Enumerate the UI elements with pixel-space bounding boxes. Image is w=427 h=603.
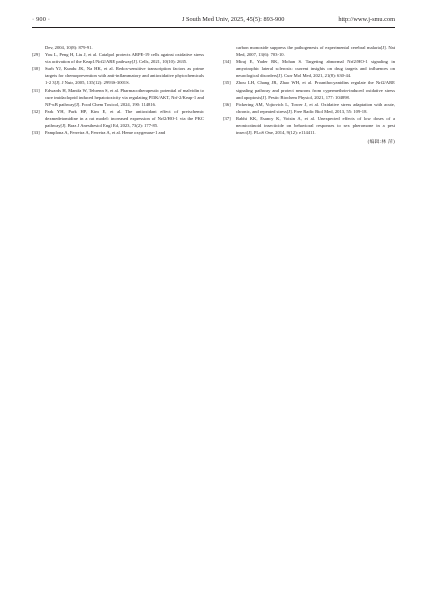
reference-item — [223, 115, 395, 136]
reference-item — [32, 108, 204, 129]
reference-item — [223, 79, 395, 100]
journal-url: http://www.j-smu.com — [338, 16, 395, 23]
reference-item — [32, 44, 204, 51]
reference-item — [32, 51, 204, 65]
reference-text: Pamplona A, Ferreira A, Ferreira A, et al. Heme oxygenase-1 and — [45, 130, 166, 136]
reference-text: Zhou LH, Chang JR, Zhao WH, et al. Proanthocyanidins regulate the Nrf2/ARE signaling pathway and protect neurons from cypermethrin-induced oxidative stress and apoptosis[J]. Pestic Biochem Physiol, 2021, 177: 104898. — [236, 80, 395, 100]
reference-item — [32, 87, 204, 108]
references-right-column — [223, 44, 395, 146]
reference-text: Surh YJ, Kundu JK, Na HK, et al. Redox-sensitive transcription factors as prime targets for chemoprevention with anti-inflammatory and antioxidative phytochemicals 1-2 3[J]. J Nutr, 2005, 135(12): 2993S-3001S. — [45, 66, 204, 86]
journal-citation: J South Med Univ, 2025, 45(5): 893-900 — [182, 16, 285, 23]
reference-text: Pickering AM, Vojtovich L, Tower J, et al. Oxidative stress adaptation with acute, chronic, and repeated stress[J]. Free Radic Biol Med, 2013, 55: 109-18. — [236, 101, 395, 114]
reference-number: [30] — [32, 66, 40, 72]
reference-item — [32, 129, 204, 136]
reference-number: [36] — [223, 101, 231, 107]
editor-note: (编辑:林 萍) — [367, 140, 395, 146]
reference-text: Edwards H, Mantfa W, Tehrenn S, et al. Pharmacotherapeutic potential of malvidin to cure imidacloprid induced hepatotoxicity via regulating PI3K/AKT, Nrf-2/Keap-1 and NF-κB pathway[J]. Food Chem Toxicol, 2024, 190: 114816. — [45, 87, 204, 107]
reference-number: [37] — [223, 115, 231, 121]
page-number: · 900 · — [32, 16, 51, 23]
reference-number: [34] — [223, 59, 231, 65]
running-header — [32, 15, 395, 25]
reference-item — [223, 58, 395, 79]
reference-text: carbon monoxide suppress the pathogenesis of experimental cerebral malaria[J]. Nat Med, 2007, 13(6): 703-10. — [236, 45, 395, 58]
reference-text: Dev, 2004, 10(8): 879-91. — [45, 45, 93, 50]
reference-item — [32, 65, 204, 86]
references-left-column — [32, 44, 204, 136]
reference-number: [31] — [32, 87, 40, 93]
reference-text: You L, Peng H, Liu J, et al. Catalpol protects ARPE-19 cells against oxidative stress via activation of the Keap1/Nrf2/ARE pathway[J]. Cells, 2021, 10(10): 2635. — [45, 52, 204, 65]
header-rule — [32, 27, 395, 28]
reference-text: Miraj E, Yader RK, Mohan S. Targeting abnormal Nrf2/HO-1 signaling in amyotrophic lateral sclerosis: current insights on drug targets and influences on neurological disorders[J]. Curr Mol Med, 2021, 21(8): 630-44. — [236, 59, 395, 79]
reference-item — [223, 101, 395, 115]
reference-number: [32] — [32, 108, 40, 114]
reference-item — [223, 44, 395, 58]
reference-number: [35] — [223, 80, 231, 86]
reference-number: [29] — [32, 52, 40, 58]
reference-text: Park YH, Park HP, Kim E, et al. The antioxidant effect of preischemic dexmedetomidine in a rat model: increased expression of Nrf2/HO-1 via the PKC pathway[J]. Braz J Anesthesiol Engl Ed, 2023, 73(2): 177-85. — [45, 108, 204, 129]
reference-text: Rabhi KK, Esancy K, Voisin A, et al. Unexpected effects of low doses of a neonicotinoid insecticide on behavioral responses to sex pheromone in a pest insect[J]. PLoS One, 2014, 9(12): e114411. — [236, 115, 395, 136]
reference-number: [33] — [32, 130, 40, 136]
